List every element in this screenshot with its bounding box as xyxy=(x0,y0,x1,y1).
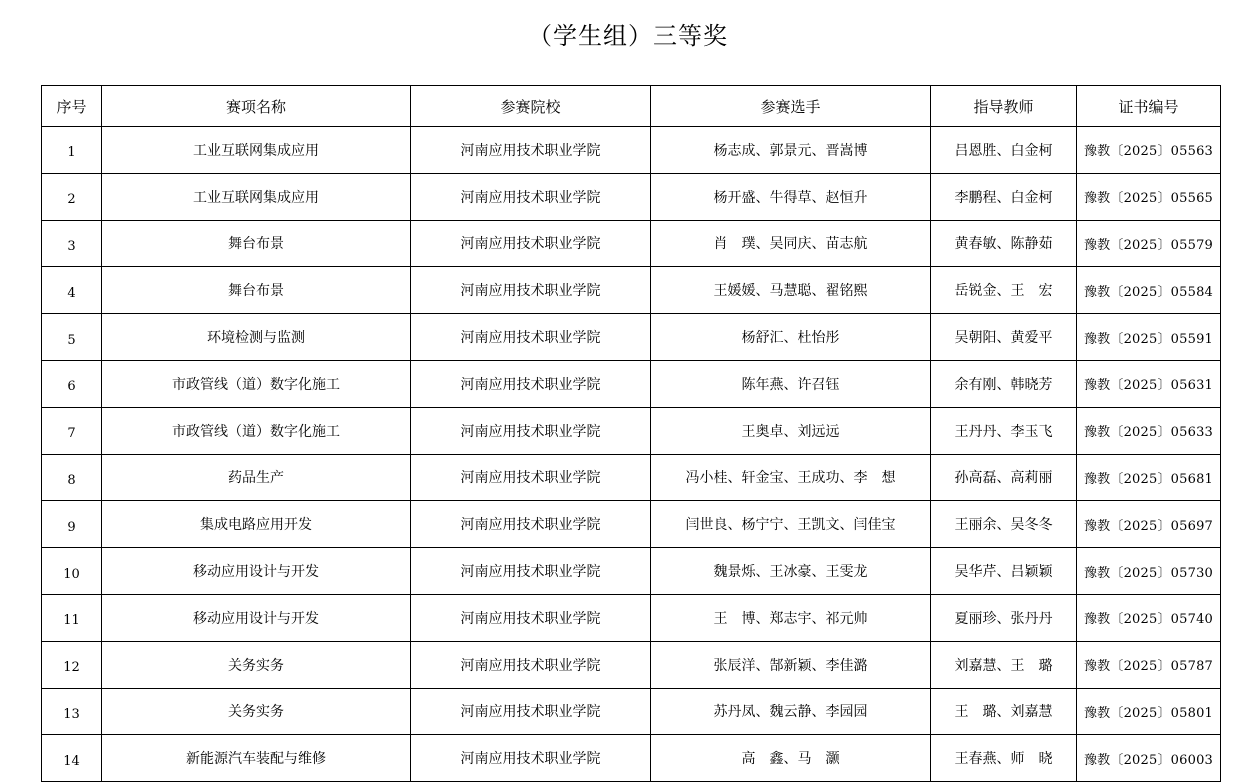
cell-certificate: 豫教〔2025〕05631 xyxy=(1077,360,1221,407)
cell-event: 关务实务 xyxy=(102,688,411,735)
cell-teachers: 夏丽珍、张丹丹 xyxy=(931,594,1077,641)
cell-certificate: 豫教〔2025〕05801 xyxy=(1077,688,1221,735)
cell-teachers: 刘嘉慧、王 璐 xyxy=(931,641,1077,688)
cell-seq: 3 xyxy=(42,220,102,267)
cell-school: 河南应用技术职业学院 xyxy=(411,360,651,407)
cell-school: 河南应用技术职业学院 xyxy=(411,501,651,548)
cell-teachers: 王 璐、刘嘉慧 xyxy=(931,688,1077,735)
header-event: 赛项名称 xyxy=(102,86,411,127)
cell-school: 河南应用技术职业学院 xyxy=(411,127,651,174)
awards-table xyxy=(41,85,1221,782)
cell-players: 高 鑫、马 灏 xyxy=(651,735,931,782)
cell-teachers: 王春燕、师 晓 xyxy=(931,735,1077,782)
cell-players: 杨志成、郭景元、晋嵩博 xyxy=(651,127,931,174)
cell-teachers: 黄春敏、陈静茹 xyxy=(931,220,1077,267)
cell-school: 河南应用技术职业学院 xyxy=(411,407,651,454)
cell-school: 河南应用技术职业学院 xyxy=(411,267,651,314)
cell-event: 舞台布景 xyxy=(102,220,411,267)
table-row xyxy=(42,407,1221,454)
page-title: （学生组）三等奖 xyxy=(528,22,728,50)
cell-players: 肖 璞、吴同庆、苗志航 xyxy=(651,220,931,267)
cell-school: 河南应用技术职业学院 xyxy=(411,220,651,267)
cell-players: 杨舒汇、杜怡彤 xyxy=(651,314,931,361)
cell-certificate: 豫教〔2025〕05681 xyxy=(1077,454,1221,501)
cell-players: 魏景烁、王冰豪、王雯龙 xyxy=(651,548,931,595)
cell-event: 市政管线（道）数字化施工 xyxy=(102,360,411,407)
table-row xyxy=(42,594,1221,641)
cell-school: 河南应用技术职业学院 xyxy=(411,314,651,361)
cell-school: 河南应用技术职业学院 xyxy=(411,594,651,641)
cell-event: 关务实务 xyxy=(102,641,411,688)
cell-seq: 14 xyxy=(42,735,102,782)
cell-event: 工业互联网集成应用 xyxy=(102,127,411,174)
cell-event: 舞台布景 xyxy=(102,267,411,314)
cell-teachers: 吴朝阳、黄爱平 xyxy=(931,314,1077,361)
cell-certificate: 豫教〔2025〕05591 xyxy=(1077,314,1221,361)
cell-seq: 12 xyxy=(42,641,102,688)
cell-teachers: 余有刚、韩晓芳 xyxy=(931,360,1077,407)
cell-school: 河南应用技术职业学院 xyxy=(411,688,651,735)
table-row xyxy=(42,127,1221,174)
cell-seq: 4 xyxy=(42,267,102,314)
cell-event: 市政管线（道）数字化施工 xyxy=(102,407,411,454)
cell-players: 闫世良、杨宁宁、王凯文、闫佳宝 xyxy=(651,501,931,548)
table-row xyxy=(42,314,1221,361)
cell-seq: 5 xyxy=(42,314,102,361)
cell-event: 移动应用设计与开发 xyxy=(102,594,411,641)
cell-seq: 8 xyxy=(42,454,102,501)
cell-event: 新能源汽车装配与维修 xyxy=(102,735,411,782)
cell-seq: 1 xyxy=(42,127,102,174)
cell-certificate: 豫教〔2025〕05730 xyxy=(1077,548,1221,595)
cell-certificate: 豫教〔2025〕05787 xyxy=(1077,641,1221,688)
cell-school: 河南应用技术职业学院 xyxy=(411,735,651,782)
cell-teachers: 孙高磊、高莉丽 xyxy=(931,454,1077,501)
cell-players: 王 博、郑志宇、祁元帅 xyxy=(651,594,931,641)
header-certificate: 证书编号 xyxy=(1077,86,1221,127)
cell-certificate: 豫教〔2025〕05740 xyxy=(1077,594,1221,641)
header-players: 参赛选手 xyxy=(651,86,931,127)
cell-certificate: 豫教〔2025〕05584 xyxy=(1077,267,1221,314)
table-row xyxy=(42,360,1221,407)
cell-event: 工业互联网集成应用 xyxy=(102,173,411,220)
table-row xyxy=(42,173,1221,220)
cell-seq: 10 xyxy=(42,548,102,595)
header-school: 参赛院校 xyxy=(411,86,651,127)
cell-players: 冯小桂、轩金宝、王成功、李 想 xyxy=(651,454,931,501)
cell-seq: 2 xyxy=(42,173,102,220)
cell-event: 移动应用设计与开发 xyxy=(102,548,411,595)
cell-players: 王媛媛、马慧聪、翟铭熙 xyxy=(651,267,931,314)
cell-seq: 11 xyxy=(42,594,102,641)
cell-certificate: 豫教〔2025〕05633 xyxy=(1077,407,1221,454)
cell-teachers: 吴华芹、吕颖颖 xyxy=(931,548,1077,595)
cell-certificate: 豫教〔2025〕05697 xyxy=(1077,501,1221,548)
cell-teachers: 吕恩胜、白金柯 xyxy=(931,127,1077,174)
cell-certificate: 豫教〔2025〕05579 xyxy=(1077,220,1221,267)
table-row xyxy=(42,688,1221,735)
cell-players: 杨开盛、牛得草、赵恒升 xyxy=(651,173,931,220)
cell-certificate: 豫教〔2025〕05565 xyxy=(1077,173,1221,220)
cell-teachers: 李鹏程、白金柯 xyxy=(931,173,1077,220)
cell-seq: 6 xyxy=(42,360,102,407)
cell-event: 药品生产 xyxy=(102,454,411,501)
table-row xyxy=(42,735,1221,782)
table-row xyxy=(42,220,1221,267)
cell-school: 河南应用技术职业学院 xyxy=(411,454,651,501)
cell-seq: 7 xyxy=(42,407,102,454)
table-header xyxy=(42,86,1221,127)
cell-seq: 9 xyxy=(42,501,102,548)
header-seq: 序号 xyxy=(42,86,102,127)
cell-seq: 13 xyxy=(42,688,102,735)
cell-school: 河南应用技术职业学院 xyxy=(411,548,651,595)
table-row xyxy=(42,641,1221,688)
cell-school: 河南应用技术职业学院 xyxy=(411,641,651,688)
table-row xyxy=(42,548,1221,595)
cell-players: 王奥卓、刘远远 xyxy=(651,407,931,454)
table-row xyxy=(42,454,1221,501)
cell-players: 张辰洋、郜新颖、李佳潞 xyxy=(651,641,931,688)
table-row xyxy=(42,267,1221,314)
cell-certificate: 豫教〔2025〕05563 xyxy=(1077,127,1221,174)
cell-teachers: 岳锐金、王 宏 xyxy=(931,267,1077,314)
cell-teachers: 王丽余、吴冬冬 xyxy=(931,501,1077,548)
header-teachers: 指导教师 xyxy=(931,86,1077,127)
cell-school: 河南应用技术职业学院 xyxy=(411,173,651,220)
cell-certificate: 豫教〔2025〕06003 xyxy=(1077,735,1221,782)
table-body xyxy=(42,127,1221,782)
table-row xyxy=(42,501,1221,548)
cell-event: 集成电路应用开发 xyxy=(102,501,411,548)
header-row xyxy=(42,86,1221,127)
cell-teachers: 王丹丹、李玉飞 xyxy=(931,407,1077,454)
cell-players: 陈年燕、许召钰 xyxy=(651,360,931,407)
cell-players: 苏丹凤、魏云静、李园园 xyxy=(651,688,931,735)
cell-event: 环境检测与监测 xyxy=(102,314,411,361)
